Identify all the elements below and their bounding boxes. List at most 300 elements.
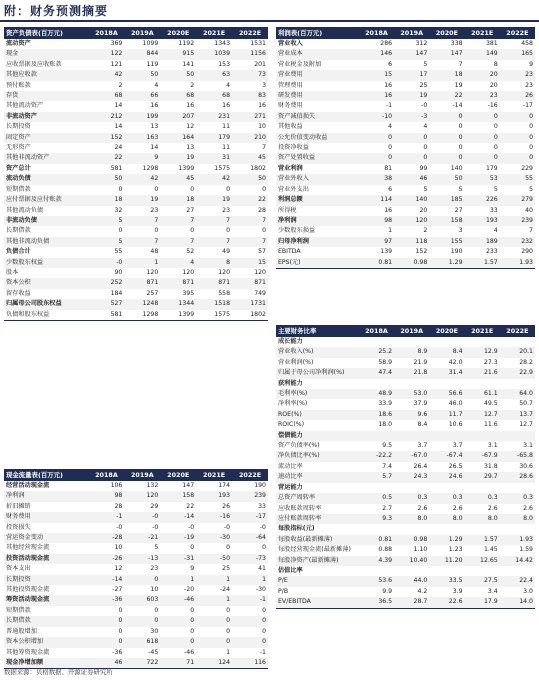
value-cell: 158	[160, 491, 196, 501]
value-cell: -16	[487, 102, 498, 110]
value-cell: 5	[88, 216, 124, 226]
value-cell: 23	[150, 206, 159, 214]
value-cell: 1531	[250, 40, 266, 47]
value-cell: 286	[380, 40, 393, 47]
value-cell: 47.4	[359, 368, 394, 378]
table-row	[276, 493, 535, 503]
value-cell: 48	[150, 248, 159, 256]
value-cell: 0	[190, 185, 195, 193]
value-cell: 0	[465, 112, 500, 122]
value-cell: 7	[262, 144, 266, 152]
value-cell	[394, 379, 429, 389]
value-cell: 0	[226, 227, 231, 235]
value-cell: -0	[116, 523, 123, 531]
value-cell: 0	[500, 112, 535, 122]
value-cell	[359, 337, 394, 347]
year-column-header: 2022E	[500, 325, 535, 337]
value-cell: 33	[258, 502, 266, 510]
year-column-header: 2018A	[359, 325, 394, 337]
value-cell: -67.9	[465, 451, 500, 461]
table-row	[276, 504, 535, 514]
table-row	[4, 595, 268, 605]
table-row	[4, 174, 268, 184]
table-row	[276, 410, 535, 420]
value-cell: 16	[186, 102, 195, 110]
row-label: 其他非流动负债	[4, 237, 88, 247]
value-cell: 16	[150, 102, 159, 110]
value-cell: 120	[146, 268, 159, 276]
value-cell: 0.98	[394, 258, 429, 269]
value-cell: 3.7	[452, 442, 463, 450]
table-row	[4, 278, 268, 288]
table-row	[276, 247, 535, 257]
value-cell: 581	[110, 164, 123, 172]
value-cell: 1248	[124, 299, 160, 309]
value-cell: 0	[359, 153, 394, 163]
table-row	[4, 637, 268, 647]
table-row	[4, 299, 268, 309]
table-row	[276, 70, 535, 80]
table-row	[4, 289, 268, 299]
table-row	[276, 472, 535, 482]
value-cell: 1156	[232, 49, 268, 59]
value-cell	[394, 337, 429, 347]
row-label: 营业成本	[276, 49, 359, 59]
value-cell: 5.7	[359, 472, 394, 482]
row-label: 营业外收入	[276, 174, 359, 184]
value-cell: 871	[160, 278, 196, 288]
value-cell: 27.5	[465, 576, 500, 586]
value-cell: -50	[196, 554, 232, 564]
value-cell: 1.57	[465, 258, 500, 269]
value-cell: 120	[254, 268, 266, 276]
table-row	[276, 91, 535, 101]
value-cell: 0	[262, 544, 266, 552]
value-cell: 7	[196, 237, 232, 247]
value-cell: 0	[458, 123, 463, 131]
row-label: 应付票据及应付账款	[4, 195, 88, 205]
value-cell	[500, 524, 535, 534]
value-cell: 0.3	[500, 493, 535, 503]
value-cell: 0	[500, 133, 535, 143]
value-cell: 149	[465, 49, 500, 59]
value-cell: 2	[423, 227, 428, 235]
value-cell	[394, 524, 429, 534]
table-row	[4, 164, 268, 174]
balance-sheet-table	[4, 27, 268, 321]
year-column-header: 2020E	[160, 27, 196, 39]
value-cell: 1343	[214, 40, 231, 47]
value-cell: 4.39	[359, 556, 394, 566]
table-row	[276, 60, 535, 70]
table-row	[4, 627, 268, 637]
value-cell: 2.6	[417, 504, 428, 512]
value-cell: 14	[114, 123, 123, 131]
value-cell: 7	[124, 237, 160, 247]
value-cell: 12.65	[465, 556, 500, 566]
value-cell: 6	[388, 185, 393, 193]
row-label: 营业利润(%)	[278, 358, 314, 366]
value-cell: 121	[110, 60, 123, 68]
table-row	[4, 512, 268, 522]
row-label: 应收账款周转率	[278, 504, 322, 512]
value-cell: 4	[154, 81, 159, 89]
table-row	[276, 451, 535, 461]
value-cell: 239	[232, 491, 268, 501]
value-cell: 14.42	[500, 556, 535, 566]
value-cell: 19	[196, 195, 232, 205]
value-cell: 4	[160, 258, 196, 268]
value-cell: -21	[124, 533, 160, 543]
row-label: 投资净收益	[278, 144, 309, 152]
table-row	[276, 483, 535, 493]
row-label: 长期投资	[4, 575, 88, 585]
value-cell: 0	[465, 153, 500, 163]
value-cell: 120	[218, 268, 231, 276]
value-cell: 16	[258, 102, 266, 110]
value-cell: 31	[196, 153, 232, 163]
value-cell: 30.6	[519, 462, 533, 470]
table-row	[4, 502, 268, 512]
value-cell: 0	[226, 627, 231, 635]
row-label: 固定资产	[4, 133, 88, 143]
value-cell: 18	[88, 195, 124, 205]
year-column-header: 2019A	[124, 469, 160, 481]
value-cell: 13	[186, 144, 195, 152]
row-label: 长期借款	[6, 227, 31, 235]
value-cell: 24	[114, 144, 123, 152]
value-cell: 0	[232, 616, 268, 626]
value-cell: 26.5	[448, 462, 463, 470]
value-cell: 5	[154, 544, 159, 552]
value-cell: 8.9	[394, 347, 429, 357]
value-cell: 2.7	[382, 504, 393, 512]
value-cell: 0	[154, 606, 159, 614]
table-row	[4, 554, 268, 564]
table-row	[4, 39, 268, 49]
row-label: 每股收益(最新摊薄)	[276, 535, 359, 545]
value-cell: 3.9	[452, 587, 463, 595]
value-cell: 0	[196, 637, 232, 647]
value-cell	[465, 431, 500, 441]
value-cell: 10	[258, 123, 266, 131]
value-cell: 22.4	[500, 576, 535, 586]
value-cell: 212	[88, 112, 124, 122]
value-cell: 22	[429, 91, 464, 101]
table-row	[276, 587, 535, 597]
year-column-header: 2020E	[160, 469, 196, 481]
value-cell: 3	[458, 227, 463, 235]
value-cell: 1	[232, 575, 268, 585]
value-cell: -14	[160, 512, 196, 522]
value-cell: -36	[88, 595, 124, 605]
table-row	[276, 195, 535, 205]
value-cell: 33	[489, 206, 498, 214]
value-cell: -67.0	[394, 451, 429, 461]
value-cell: 0	[500, 153, 535, 163]
value-cell: 0.81	[359, 258, 394, 269]
row-label: 总资产周转率	[276, 493, 359, 503]
value-cell: 40	[525, 206, 533, 214]
value-cell: 290	[521, 248, 533, 256]
value-cell: 20	[419, 206, 428, 214]
table-row	[276, 379, 535, 389]
value-cell: -14	[452, 102, 463, 110]
value-cell	[465, 483, 500, 493]
value-cell: 23	[500, 70, 535, 80]
value-cell: 25	[419, 81, 428, 89]
value-cell: 0	[154, 185, 159, 193]
row-label: 财务费用	[4, 512, 88, 522]
value-cell: 8.0	[500, 514, 535, 524]
value-cell: -0	[421, 102, 428, 110]
value-cell: 4	[226, 81, 231, 89]
value-cell: -64	[232, 533, 268, 543]
table-row	[276, 101, 535, 111]
value-cell: 0	[118, 627, 123, 635]
row-label: ROE(%)	[276, 410, 359, 420]
value-cell: 3.4	[487, 587, 498, 595]
value-cell: 1	[196, 575, 232, 585]
value-cell: 226	[465, 195, 500, 205]
table-row	[276, 576, 535, 586]
value-cell: 119	[146, 60, 159, 68]
value-cell: 0	[262, 606, 266, 614]
value-cell: 26	[500, 91, 535, 101]
value-cell: 23	[150, 565, 159, 573]
table-row	[4, 481, 268, 491]
table-row	[4, 153, 268, 163]
value-cell: 0.3	[429, 493, 464, 503]
value-cell: 3.7	[417, 442, 428, 450]
value-cell: 120	[182, 268, 195, 276]
row-label: EV/EBITDA	[276, 597, 359, 608]
value-cell	[500, 431, 535, 441]
value-cell: 164	[160, 133, 196, 143]
value-cell: 0.3	[394, 493, 429, 503]
value-cell: 0.81	[359, 535, 394, 545]
value-cell: 23	[465, 91, 500, 101]
table-row	[4, 49, 268, 59]
row-label: 长期借款	[4, 616, 88, 626]
table-row	[4, 575, 268, 585]
value-cell: -0	[187, 523, 195, 531]
value-cell: 185	[429, 195, 464, 205]
value-cell: 120	[124, 491, 160, 501]
value-cell: 1099	[142, 40, 159, 47]
row-label: 每股经营现金流(最新摊薄)	[278, 546, 351, 554]
value-cell: 7	[124, 216, 160, 226]
row-label: 估值比率	[278, 566, 303, 574]
table-row	[4, 206, 268, 216]
year-column-header: 2020E	[429, 27, 464, 39]
value-cell: 38	[359, 174, 394, 184]
value-cell: 189	[465, 237, 500, 247]
value-cell	[500, 483, 535, 493]
value-cell: 90	[114, 268, 123, 276]
table-row	[276, 597, 535, 608]
table-title-header: 资产负债表(百万元)	[4, 27, 88, 39]
value-cell: -27	[112, 586, 123, 594]
row-label: 投资活动现金流	[4, 554, 88, 564]
table-header-row	[276, 325, 535, 337]
value-cell: 46.0	[448, 400, 463, 408]
value-cell: 871	[232, 278, 268, 288]
value-cell: 4	[423, 123, 428, 131]
row-label: 现金净增加额	[4, 658, 88, 669]
value-cell: 0	[124, 575, 160, 585]
value-cell: -19	[160, 533, 196, 543]
value-cell: 44.0	[394, 576, 429, 586]
value-cell	[429, 431, 464, 441]
value-cell: 45	[160, 174, 196, 184]
value-cell: 190	[254, 482, 266, 489]
value-cell: -0	[124, 512, 160, 522]
table-row	[4, 616, 268, 626]
value-cell: 3.1	[487, 442, 498, 450]
value-cell: 63	[196, 70, 232, 80]
value-cell: -0	[259, 523, 266, 531]
value-cell: 27	[186, 206, 195, 214]
value-cell: 140	[450, 164, 463, 172]
value-cell: -46	[160, 595, 196, 605]
value-cell: 55	[114, 248, 123, 256]
table-row	[276, 368, 535, 378]
value-cell	[359, 379, 394, 389]
value-cell: 50	[429, 174, 464, 184]
row-label: 筹资活动现金流	[4, 595, 88, 605]
value-cell: 199	[124, 112, 160, 122]
value-cell: 12.7	[519, 421, 533, 429]
value-cell: 1.29	[429, 535, 464, 545]
row-label: 利润总额	[276, 195, 359, 205]
table-row	[276, 185, 535, 195]
value-cell: 106	[110, 482, 123, 489]
value-cell: 124	[196, 658, 232, 669]
value-cell: 0	[429, 133, 464, 143]
table-row	[276, 566, 535, 576]
value-cell: 50.7	[519, 400, 533, 408]
table-row	[4, 91, 268, 101]
value-cell: 7	[529, 227, 533, 235]
value-cell: 83	[232, 91, 268, 101]
row-label: 其他流动负债	[6, 206, 44, 214]
row-label: 非流动负债	[4, 216, 88, 226]
table-row	[4, 648, 268, 658]
value-cell: 50	[88, 174, 124, 184]
table-title-header: 利润表(百万元)	[276, 27, 359, 39]
row-label: 净负债比率(%)	[276, 451, 359, 461]
row-label: 所得税	[278, 206, 297, 214]
value-cell: 312	[415, 40, 428, 47]
table-row	[4, 491, 268, 501]
row-label: 速动比率	[276, 472, 359, 482]
value-cell: 5	[423, 185, 428, 193]
value-cell: 64.0	[500, 389, 535, 399]
value-cell: 7	[458, 60, 463, 68]
value-cell: -13	[124, 554, 160, 564]
year-column-header: 2022E	[232, 27, 268, 39]
row-label: 应付账款周转率	[276, 514, 359, 524]
year-column-header: 2021E	[465, 27, 500, 39]
value-cell: 458	[521, 40, 533, 47]
value-cell: 53	[465, 174, 500, 184]
value-cell: 8.4	[429, 347, 464, 357]
value-cell: 3.0	[523, 587, 533, 595]
value-cell: 0	[529, 123, 533, 131]
value-cell: 8	[196, 258, 232, 268]
value-cell: 0	[262, 627, 266, 635]
row-label: 投资损失	[6, 523, 31, 531]
value-cell: 22.6	[429, 597, 464, 608]
table-row	[4, 60, 268, 70]
value-cell: 1	[196, 595, 232, 605]
table-row	[4, 533, 268, 543]
value-cell: 1344	[160, 299, 196, 309]
table-row	[4, 606, 268, 616]
value-cell: 17	[394, 70, 429, 80]
value-cell: 22	[186, 502, 195, 510]
row-label: 其他收益	[278, 123, 303, 131]
value-cell	[359, 566, 394, 576]
value-cell: 23	[525, 81, 533, 89]
value-cell: 1.59	[519, 546, 533, 554]
value-cell: 155	[429, 237, 464, 247]
value-cell: 45	[232, 153, 268, 163]
value-cell: 0	[394, 153, 429, 163]
value-cell: 0	[160, 637, 196, 647]
row-label: 归属于母公司净利润(%)	[276, 368, 359, 378]
value-cell: 1731	[232, 299, 268, 309]
value-cell: 0	[529, 144, 533, 152]
value-cell: 13.7	[500, 410, 535, 420]
value-cell	[359, 483, 394, 493]
row-label: 预付账款	[6, 81, 31, 89]
value-cell: -67.4	[429, 451, 464, 461]
value-cell: 73	[232, 70, 268, 80]
value-cell: 0	[262, 185, 266, 193]
value-cell: -45	[148, 648, 159, 656]
table-row	[4, 258, 268, 268]
table-row	[276, 237, 535, 247]
value-cell: 26	[222, 502, 231, 510]
row-label: 无形资产	[6, 144, 31, 152]
value-cell: 6	[388, 60, 393, 68]
table-row	[4, 81, 268, 91]
value-cell: 9	[124, 153, 160, 163]
value-cell: 12.7	[465, 410, 500, 420]
value-cell: 871	[196, 278, 232, 288]
row-label: 现金	[4, 49, 88, 59]
table-row	[276, 441, 535, 451]
row-label: 短期借款	[6, 185, 31, 193]
value-cell: 29.7	[465, 472, 500, 482]
value-cell: 1.93	[500, 535, 535, 545]
value-cell: 1575	[196, 310, 232, 321]
value-cell: 0.98	[394, 535, 429, 545]
row-label: 营运能力	[278, 483, 303, 491]
table-row	[276, 399, 535, 409]
value-cell: -3	[394, 112, 429, 122]
row-label: 其他筹资现金流	[6, 648, 50, 656]
value-cell: 28.6	[500, 472, 535, 482]
value-cell: 165	[500, 49, 535, 59]
value-cell: 48.9	[359, 389, 394, 399]
row-label: 营业税金及附加	[278, 60, 322, 68]
value-cell: 19	[160, 153, 196, 163]
year-column-header: 2021E	[196, 469, 232, 481]
row-label: 营业利润	[278, 164, 303, 172]
